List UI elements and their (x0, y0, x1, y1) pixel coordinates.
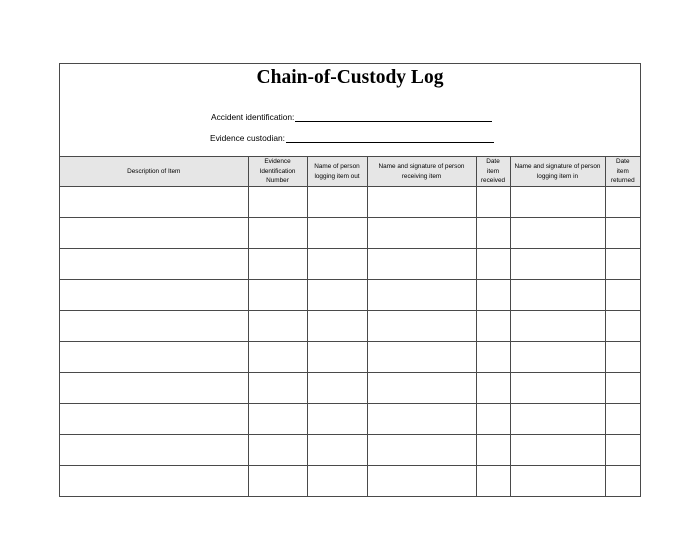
evidence-custodian-label: Evidence custodian: (210, 133, 285, 143)
date-received-cell[interactable] (476, 249, 510, 280)
logged-in-by-cell[interactable] (510, 187, 605, 218)
evidence-id-cell[interactable] (248, 280, 307, 311)
date-returned-cell[interactable] (605, 373, 640, 404)
column-header-evidence-id: Evidence Identification Number (248, 157, 307, 187)
date-received-cell[interactable] (476, 373, 510, 404)
receiver-signature-cell[interactable] (367, 218, 476, 249)
logged-out-by-cell[interactable] (307, 404, 367, 435)
table-row (60, 373, 640, 404)
receiver-signature-cell[interactable] (367, 311, 476, 342)
description-cell[interactable] (60, 435, 248, 466)
table-row (60, 342, 640, 373)
date-returned-cell[interactable] (605, 218, 640, 249)
logged-in-by-cell[interactable] (510, 404, 605, 435)
accident-identification-label: Accident identification: (211, 112, 295, 122)
form-header (60, 64, 640, 156)
date-received-cell[interactable] (476, 311, 510, 342)
custody-log-table (60, 156, 640, 496)
evidence-id-cell[interactable] (248, 249, 307, 280)
column-header-logged-out-by: Name of person logging item out (307, 157, 367, 187)
evidence-id-cell[interactable] (248, 404, 307, 435)
logged-in-by-cell[interactable] (510, 435, 605, 466)
chain-of-custody-form (59, 63, 641, 497)
date-received-cell[interactable] (476, 404, 510, 435)
table-row (60, 311, 640, 342)
logged-out-by-cell[interactable] (307, 249, 367, 280)
description-cell[interactable] (60, 466, 248, 497)
column-header-receiver-signature: Name and signature of person receiving item (367, 157, 476, 187)
evidence-custodian-field[interactable] (210, 133, 494, 143)
date-returned-cell[interactable] (605, 342, 640, 373)
evidence-id-cell[interactable] (248, 466, 307, 497)
date-returned-cell[interactable] (605, 404, 640, 435)
logged-out-by-cell[interactable] (307, 187, 367, 218)
receiver-signature-cell[interactable] (367, 342, 476, 373)
logged-in-by-cell[interactable] (510, 342, 605, 373)
logged-out-by-cell[interactable] (307, 435, 367, 466)
evidence-id-cell[interactable] (248, 187, 307, 218)
receiver-signature-cell[interactable] (367, 435, 476, 466)
receiver-signature-cell[interactable] (367, 280, 476, 311)
receiver-signature-cell[interactable] (367, 373, 476, 404)
receiver-signature-cell[interactable] (367, 404, 476, 435)
evidence-id-cell[interactable] (248, 311, 307, 342)
accident-identification-line[interactable] (295, 113, 492, 122)
date-returned-cell[interactable] (605, 311, 640, 342)
description-cell[interactable] (60, 373, 248, 404)
date-received-cell[interactable] (476, 342, 510, 373)
table-row (60, 249, 640, 280)
evidence-id-cell[interactable] (248, 435, 307, 466)
logged-in-by-cell[interactable] (510, 249, 605, 280)
column-header-description: Description of Item (60, 157, 248, 187)
description-cell[interactable] (60, 280, 248, 311)
description-cell[interactable] (60, 342, 248, 373)
table-row (60, 466, 640, 497)
description-cell[interactable] (60, 218, 248, 249)
logged-out-by-cell[interactable] (307, 311, 367, 342)
form-title: Chain-of-Custody Log (256, 67, 444, 88)
table-header-row (60, 157, 640, 187)
logged-in-by-cell[interactable] (510, 218, 605, 249)
date-received-cell[interactable] (476, 218, 510, 249)
logged-out-by-cell[interactable] (307, 218, 367, 249)
evidence-custodian-line[interactable] (286, 134, 494, 143)
date-returned-cell[interactable] (605, 466, 640, 497)
accident-identification-field[interactable] (211, 112, 492, 122)
logged-out-by-cell[interactable] (307, 342, 367, 373)
table-row (60, 404, 640, 435)
date-returned-cell[interactable] (605, 249, 640, 280)
table-row (60, 280, 640, 311)
date-received-cell[interactable] (476, 466, 510, 497)
evidence-id-cell[interactable] (248, 342, 307, 373)
description-cell[interactable] (60, 187, 248, 218)
description-cell[interactable] (60, 404, 248, 435)
evidence-id-cell[interactable] (248, 373, 307, 404)
evidence-id-cell[interactable] (248, 218, 307, 249)
table-row (60, 218, 640, 249)
logged-in-by-cell[interactable] (510, 280, 605, 311)
logged-out-by-cell[interactable] (307, 466, 367, 497)
logged-out-by-cell[interactable] (307, 373, 367, 404)
date-returned-cell[interactable] (605, 280, 640, 311)
date-received-cell[interactable] (476, 435, 510, 466)
receiver-signature-cell[interactable] (367, 466, 476, 497)
logged-in-by-cell[interactable] (510, 373, 605, 404)
logged-out-by-cell[interactable] (307, 280, 367, 311)
receiver-signature-cell[interactable] (367, 249, 476, 280)
date-returned-cell[interactable] (605, 435, 640, 466)
column-header-date-received: Date item received (476, 157, 510, 187)
receiver-signature-cell[interactable] (367, 187, 476, 218)
logged-in-by-cell[interactable] (510, 466, 605, 497)
date-received-cell[interactable] (476, 187, 510, 218)
description-cell[interactable] (60, 311, 248, 342)
column-header-logged-in-by: Name and signature of person logging item in (510, 157, 605, 187)
description-cell[interactable] (60, 249, 248, 280)
table-row (60, 187, 640, 218)
logged-in-by-cell[interactable] (510, 311, 605, 342)
date-received-cell[interactable] (476, 280, 510, 311)
column-header-date-returned: Date item returned (605, 157, 640, 187)
date-returned-cell[interactable] (605, 187, 640, 218)
table-row (60, 435, 640, 466)
table-body (60, 187, 640, 497)
